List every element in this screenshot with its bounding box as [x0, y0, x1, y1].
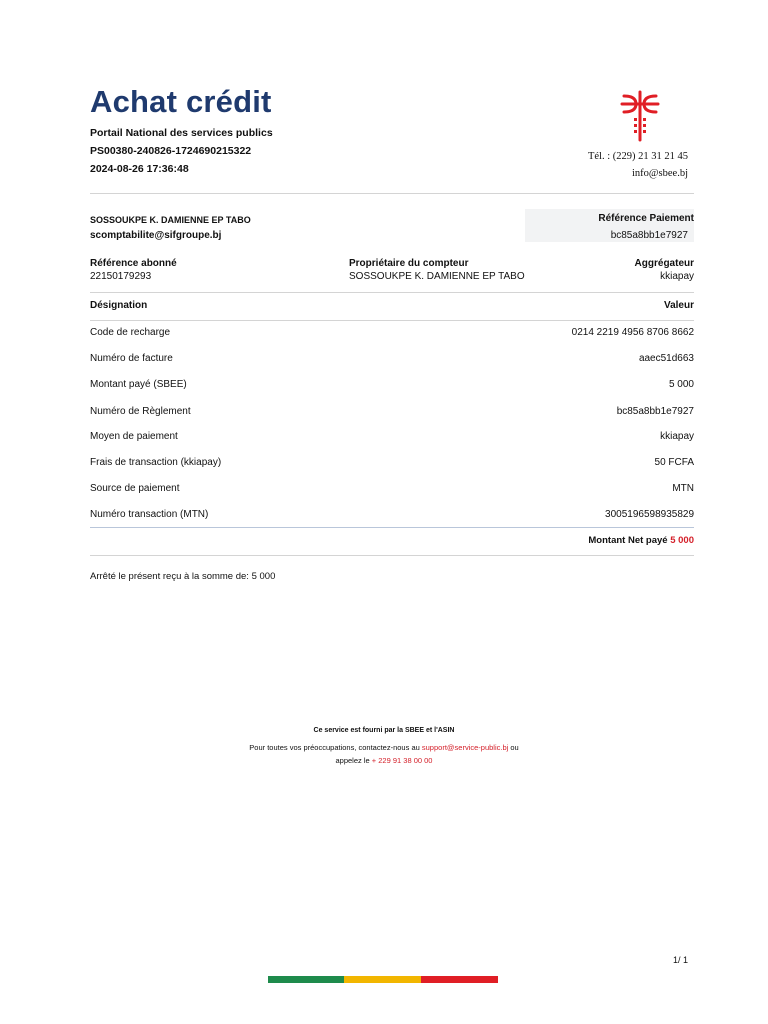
subscriber-reference-value: 22150179293: [90, 271, 152, 282]
sbee-logo: [620, 90, 660, 142]
document-title: Achat crédit: [90, 84, 272, 119]
divider: [90, 527, 694, 528]
support-phone-link[interactable]: + 229 91 38 00 00: [371, 756, 433, 765]
row-value-settlement-number: bc85a8bb1e7927: [616, 406, 694, 417]
row-value-invoice-number: aaec51d663: [638, 353, 694, 364]
divider: [90, 193, 694, 194]
contact-line: [0, 743, 768, 752]
aggregator-value: kkiapay: [660, 271, 694, 282]
divider: [90, 292, 694, 293]
row-value-amount-paid: 5 000: [668, 379, 694, 390]
table-header-designation: Désignation: [90, 300, 148, 311]
row-label-settlement-number: Numéro de Règlement: [90, 406, 191, 417]
portal-name: Portail National des services publics: [90, 127, 273, 139]
contact-or: ou: [510, 743, 519, 752]
row-label-invoice-number: Numéro de facture: [90, 353, 173, 364]
customer-email: scomptabilite@sifgroupe.bj: [90, 230, 222, 241]
row-label-recharge-code: Code de recharge: [90, 327, 171, 338]
call-prefix: appelez le: [335, 756, 370, 765]
payment-reference-label: Référence Paiement: [598, 213, 694, 224]
call-line: [0, 756, 768, 765]
receipt-datetime: 2024-08-26 17:36:48: [90, 163, 189, 175]
table-header-value: Valeur: [663, 300, 694, 311]
contact-prefix: Pour toutes vos préoccupations, contactez-nous au: [249, 743, 420, 752]
net-amount-label: Montant Net payé: [588, 535, 668, 546]
divider: [90, 555, 694, 556]
aggregator-label: Aggrégateur: [634, 258, 694, 269]
flag-stripe-red: [421, 976, 498, 983]
flag-stripe-green: [268, 976, 345, 983]
row-label-amount-paid: Montant payé (SBEE): [90, 379, 187, 390]
divider: [90, 320, 694, 321]
meter-owner-label: Propriétaire du compteur: [349, 258, 469, 269]
row-value-payment-method: kkiapay: [660, 431, 694, 442]
receipt-summary: Arrêté le présent reçu à la somme de: 5 000: [90, 571, 276, 582]
meter-owner-value: SOSSOUKPE K. DAMIENNE EP TABO: [349, 271, 525, 282]
row-label-transaction-number: Numéro transaction (MTN): [90, 509, 209, 520]
row-label-transaction-fee: Frais de transaction (kkiapay): [90, 457, 222, 468]
row-value-transaction-number: 3005196598935829: [605, 509, 694, 520]
contact-phone: Tél. : (229) 21 31 21 45: [587, 151, 688, 162]
support-email-link[interactable]: support@service-public.bj: [421, 743, 509, 752]
receipt-reference: PS00380-240826-1724690215322: [90, 145, 252, 157]
row-value-transaction-fee: 50 FCFA: [654, 457, 694, 468]
row-value-payment-source: MTN: [672, 483, 694, 494]
contact-email: info@sbee.bj: [631, 168, 688, 179]
customer-name: SOSSOUKPE K. DAMIENNE EP TABO: [90, 215, 251, 225]
net-amount-line: [588, 535, 694, 546]
flag-stripe-yellow: [344, 976, 421, 983]
net-amount-value: 5 000: [670, 535, 694, 546]
row-label-payment-method: Moyen de paiement: [90, 431, 178, 442]
row-value-recharge-code: 0214 2219 4956 8706 8662: [571, 327, 694, 338]
subscriber-reference-label: Référence abonné: [90, 258, 177, 269]
page-number: 1/ 1: [672, 955, 688, 965]
payment-reference-value: bc85a8bb1e7927: [610, 230, 688, 241]
row-label-payment-source: Source de paiement: [90, 483, 180, 494]
service-provider-note: Ce service est fourni par la SBEE et l'ASIN: [313, 727, 455, 734]
